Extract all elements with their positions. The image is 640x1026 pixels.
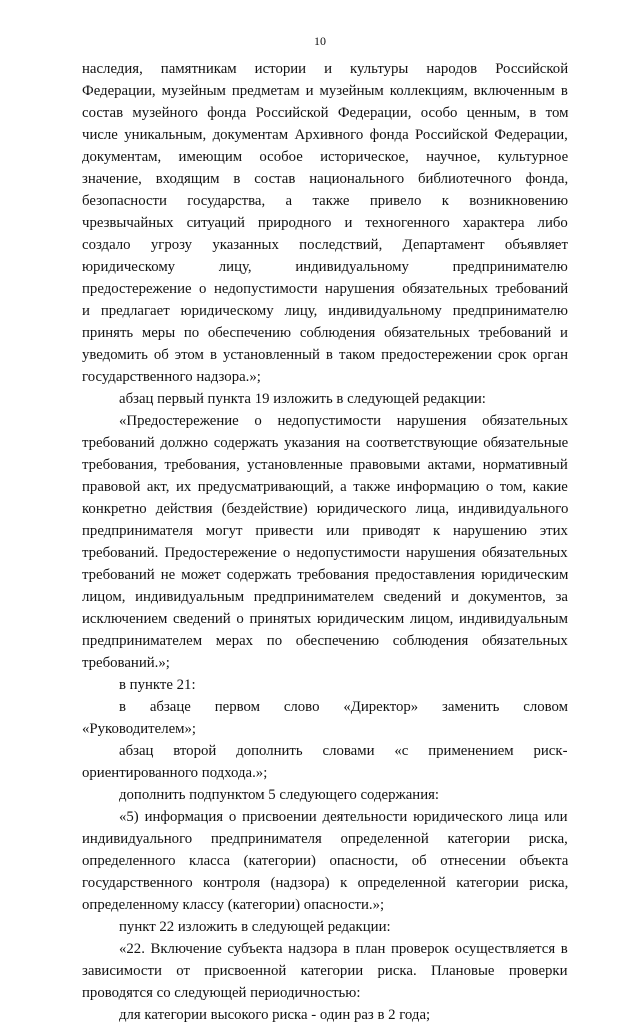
text-line: требований не может содержать требования предоставления юридическим xyxy=(82,567,569,583)
text-line: правовой акт, их предусматривающий, а также информацию о том, какие xyxy=(82,479,568,495)
page-number: 10 xyxy=(314,34,326,48)
text-line: юридическому лицу, индивидуальному предпринимателю xyxy=(82,259,568,275)
text-line: наследия, памятникам истории и культуры народов Российской xyxy=(82,61,569,77)
text-line: уведомить об этом в установленный в таком предостережении срок орган xyxy=(82,347,568,363)
text-line: требований. Предостережение о недопустимости нарушения обязательных xyxy=(82,545,568,561)
text-line: в абзаце первом слово «Директор» заменить словом xyxy=(119,699,569,715)
text-line: «5) информация о присвоении деятельности юридического лица или xyxy=(119,809,568,825)
text-line: предпринимателя могут привести или приводят к нарушению этих xyxy=(82,523,568,539)
text-line: определенного класса (категории) опасности, об отнесении объекта xyxy=(82,853,569,869)
text-line: конкретно действия (бездействие) юридического лица, индивидуального xyxy=(82,501,569,517)
text-line: абзац первый пункта 19 изложить в следующей редакции: xyxy=(119,391,486,407)
text-line: индивидуального предпринимателя определенной категории риска, xyxy=(82,831,568,847)
text-line: государственного контроля (надзора) к определенной категории риска, xyxy=(82,875,569,891)
text-line: государственного надзора.»; xyxy=(82,369,261,385)
text-line: создало угрозу указанных последствий, Департамент объявляет xyxy=(82,237,568,253)
text-line: требований.»; xyxy=(82,655,170,671)
text-line: для категории высокого риска - один раз в 2 года; xyxy=(119,1007,431,1023)
text-line: предпринимателем мерах по обеспечению соблюдения обязательных xyxy=(82,633,568,649)
text-line: зависимости от присвоенной категории риска. Плановые проверки xyxy=(82,963,568,979)
text-line: безопасности государства, а также привело к возникновению xyxy=(82,193,569,209)
text-line: чрезвычайных ситуаций природного и техногенного характера либо xyxy=(82,215,568,231)
text-line: пункт 22 изложить в следующей редакции: xyxy=(119,919,391,935)
text-line: дополнить подпунктом 5 следующего содержания: xyxy=(119,787,440,803)
text-line: проводятся со следующей периодичностью: xyxy=(82,985,361,1001)
text-line: и предлагает юридическому лицу, индивидуальному предпринимателю xyxy=(82,303,568,319)
text-line: требования, требования, установленные правовыми актами, нормативный xyxy=(82,457,568,473)
text-line: Федерации, музейным предметам и музейным коллекциям, включенным в xyxy=(82,83,568,99)
text-line: предостережение о недопустимости нарушения обязательных требований xyxy=(82,281,569,297)
text-line: определенному классу (категории) опасности.»; xyxy=(82,897,385,913)
text-line: «Руководителем»; xyxy=(82,721,197,737)
text-line: значение, входящим в состав национального библиотечного фонда, xyxy=(82,171,569,187)
text-line: в пункте 21: xyxy=(119,677,196,693)
text-line: «Предостережение о недопустимости нарушения обязательных xyxy=(119,413,568,429)
document-body xyxy=(82,58,568,1026)
text-line: ориентированного подхода.»; xyxy=(82,765,268,781)
text-line: состав музейного фонда Российской Федерации, особо ценным, в том xyxy=(82,105,569,121)
text-line: абзац второй дополнить словами «с применением риск- xyxy=(119,743,568,759)
text-line: требований должно содержать указания на соответствующие обязательные xyxy=(82,435,569,451)
text-line: документам, имеющим особое историческое, научное, культурное xyxy=(82,149,569,165)
text-line: принять меры по обеспечению соблюдения обязательных требований и xyxy=(82,325,568,341)
text-line: исключением сведений о принятых юридическим лицом, индивидуальным xyxy=(82,611,568,627)
text-line: числе уникальным, документам Архивного фонда Российской Федерации, xyxy=(82,127,568,143)
text-line: «22. Включение субъекта надзора в план проверок осуществляется в xyxy=(119,941,568,957)
text-line: лицом, индивидуальным предпринимателем сведений и документов, за xyxy=(82,589,568,605)
